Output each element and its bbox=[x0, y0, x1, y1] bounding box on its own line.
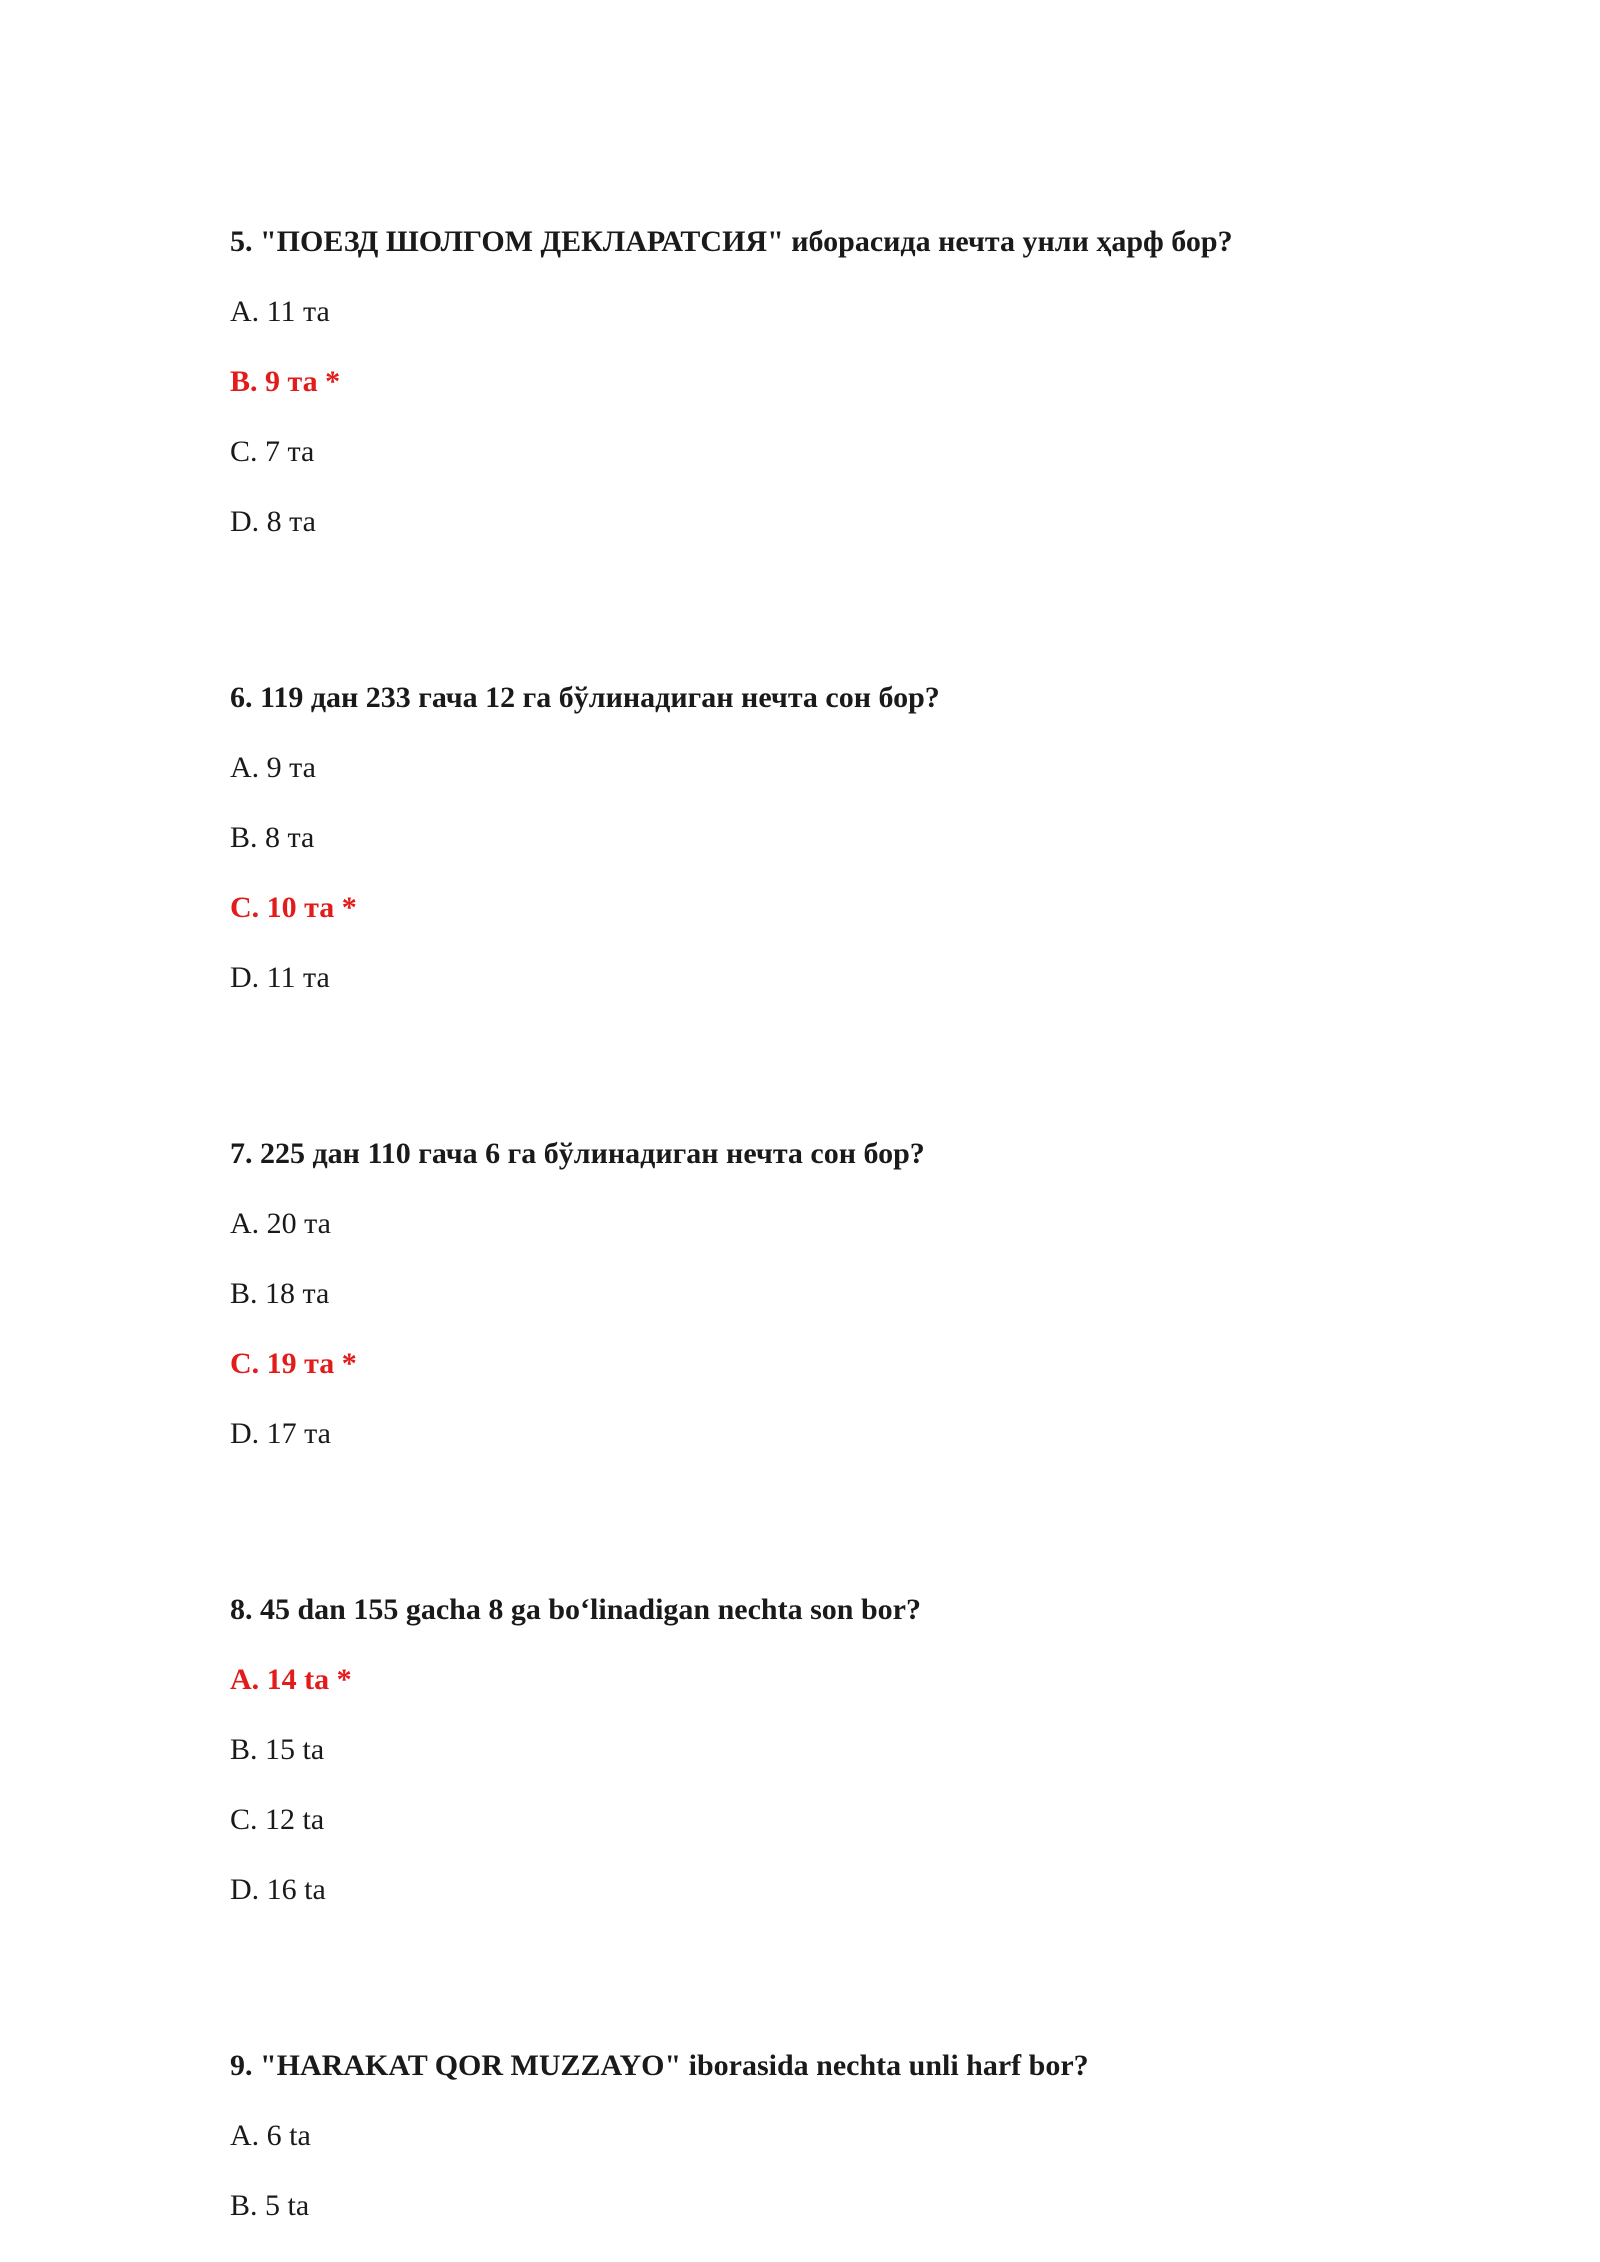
answer-option: A. 20 та bbox=[230, 1207, 331, 1240]
answer-option: C. 7 та bbox=[230, 435, 315, 468]
correct-answer-option: A. 14 ta * bbox=[230, 1663, 352, 1696]
answer-option: B. 18 та bbox=[230, 1277, 330, 1310]
answer-option: A. 9 та bbox=[230, 751, 316, 784]
answer-option: D. 16 ta bbox=[230, 1873, 326, 1906]
answer-option: C. 12 ta bbox=[230, 1803, 325, 1836]
answer-option: D. 8 та bbox=[230, 505, 316, 538]
correct-answer-option: C. 10 та * bbox=[230, 891, 357, 924]
correct-answer-option: C. 19 та * bbox=[230, 1347, 357, 1380]
question-text: 7. 225 дан 110 гача 6 га бўлинадиган нечта сон бор? bbox=[230, 1137, 925, 1170]
question-text: 6. 119 дан 233 гача 12 га бўлинадиган нечта сон бор? bbox=[230, 681, 940, 714]
quiz-page bbox=[230, 224, 1430, 2224]
question-7 bbox=[230, 1136, 1430, 1452]
answer-option: B. 8 та bbox=[230, 821, 315, 854]
question-text: 8. 45 dan 155 gacha 8 ga bo‘linadigan nechta son bor? bbox=[230, 1593, 921, 1626]
answer-option: D. 17 та bbox=[230, 1417, 331, 1450]
question-5 bbox=[230, 224, 1430, 540]
answer-option: A. 6 ta bbox=[230, 2119, 311, 2152]
answer-option: B. 15 ta bbox=[230, 1733, 325, 1766]
answer-option: D. 11 та bbox=[230, 961, 330, 994]
question-6 bbox=[230, 680, 1430, 996]
answer-option: A. 11 та bbox=[230, 295, 330, 328]
question-8 bbox=[230, 1592, 1430, 1908]
question-text: 9. "HARAKAT QOR MUZZAYO" iborasida nechta unli harf bor? bbox=[230, 2049, 1089, 2082]
correct-answer-option: B. 9 та * bbox=[230, 365, 341, 398]
question-text: 5. "ПОЕЗД ШОЛГОМ ДЕКЛАРАТСИЯ" иборасида нечта унли ҳарф бор? bbox=[230, 225, 1233, 258]
answer-option: B. 5 ta bbox=[230, 2189, 310, 2222]
question-9 bbox=[230, 2048, 1430, 2224]
